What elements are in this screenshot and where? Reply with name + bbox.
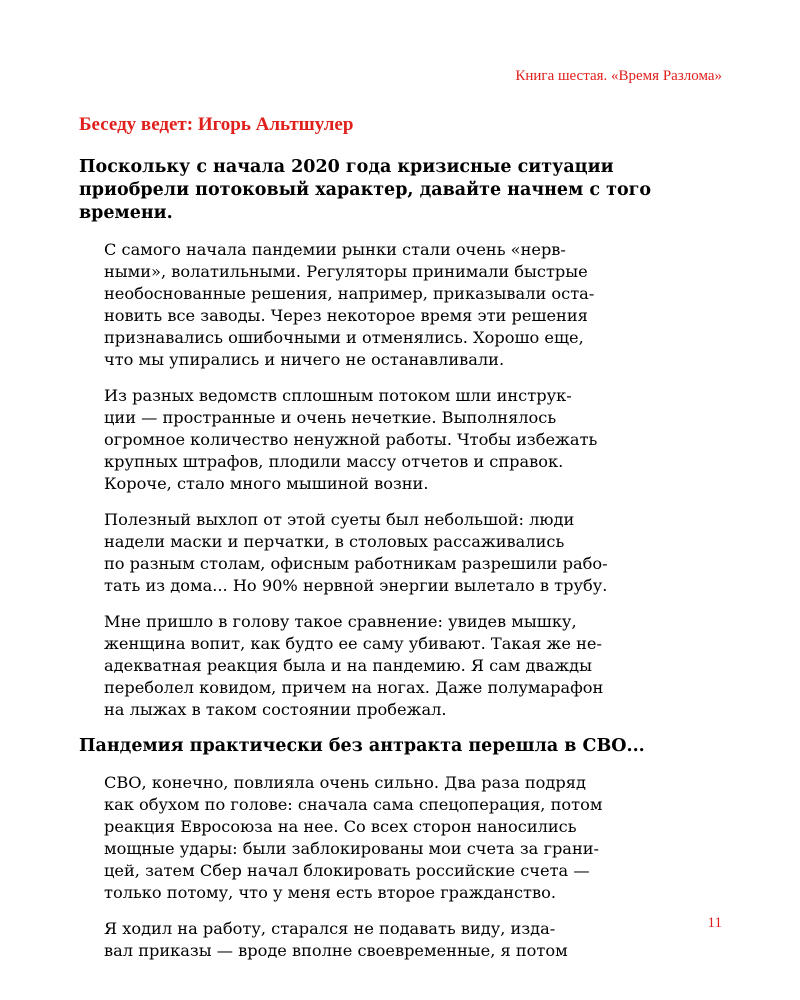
text-line: Поскольку с начала 2020 года кризисные ситуации — [79, 157, 614, 177]
text-line: необоснованные решения, например, приказывали оста- — [104, 284, 595, 303]
text-line: времени. — [79, 203, 173, 223]
text-line: Мне пришло в голову такое сравнение: увидев мышку, — [104, 612, 577, 631]
text-line: Полезный выхлоп от этой суеты был небольшой: люди — [104, 510, 575, 529]
interviewer-credit: Беседу ведет: Игорь Альтшулер — [79, 114, 354, 135]
text-line: реакция Евросоюза на нее. Со всех сторон наносились — [104, 817, 577, 836]
text-line: Я ходил на работу, старался не подавать виду, изда- — [104, 919, 556, 938]
text-line: только потому, что у меня есть второе гражданство. — [104, 883, 557, 902]
answer-paragraph — [79, 772, 675, 904]
text-line: СВО, конечно, повлияла очень сильно. Два раза подряд — [104, 773, 586, 792]
answer-paragraph — [79, 509, 675, 597]
text-line: тать из дома... Но 90% нервной энергии вылетало в трубу. — [104, 576, 608, 595]
interview-question — [79, 156, 675, 225]
text-line: адекватная реакция была и на пандемию. Я сам дважды — [104, 656, 593, 675]
text-line: ции — пространные и очень нечеткие. Выполнялось — [104, 408, 557, 427]
answer-paragraph — [79, 239, 675, 371]
page-content — [79, 112, 675, 976]
text-line: цей, затем Сбер начал блокировать российские счета — — [104, 861, 590, 880]
text-line: женщина вопит, как будто ее саму убивают. Такая же не- — [104, 634, 602, 653]
text-line: новить все заводы. Через некоторое время эти решения — [104, 306, 588, 325]
text-line: на лыжах в таком состоянии пробежал. — [104, 700, 447, 719]
page-number: 11 — [707, 915, 722, 931]
text-line: признавались ошибочными и отменялись. Хорошо еще, — [104, 328, 584, 347]
text-line: Пандемия практически без антракта перешла в СВО... — [79, 736, 645, 756]
answer-paragraph — [79, 611, 675, 721]
text-line: приобрели потоковый характер, давайте начнем с того — [79, 180, 652, 200]
text-line: надели маски и перчатки, в столовых рассаживались — [104, 532, 565, 551]
text-line: Короче, стало много мышиной возни. — [104, 474, 429, 493]
text-line: мощные удары: были заблокированы мои счета за грани- — [104, 839, 600, 858]
text-line: огромное количество ненужной работы. Чтобы избежать — [104, 430, 598, 449]
text-line: Из разных ведомств сплошным потоком шли инструк- — [104, 386, 572, 405]
answer-paragraph — [79, 385, 675, 495]
running-head: Книга шестая. «Время Разлома» — [515, 68, 722, 84]
interview-question — [79, 735, 675, 758]
answer-paragraph — [79, 918, 675, 962]
text-line: по разным столам, офисным работникам разрешили рабо- — [104, 554, 608, 573]
text-line: переболел ковидом, причем на ногах. Даже полумарафон — [104, 678, 604, 697]
text-line: ными», волатильными. Регуляторы принимали быстрые — [104, 262, 588, 281]
text-line: С самого начала пандемии рынки стали очень «нерв- — [104, 240, 566, 259]
text-line: вал приказы — вроде вполне своевременные, я потом — [104, 941, 568, 960]
text-line: как обухом по голове: сначала сама спецоперация, потом — [104, 795, 603, 814]
text-line: крупных штрафов, плодили массу отчетов и справок. — [104, 452, 564, 471]
text-line: что мы упирались и ничего не останавливали. — [104, 350, 505, 369]
interview-body — [79, 156, 675, 962]
